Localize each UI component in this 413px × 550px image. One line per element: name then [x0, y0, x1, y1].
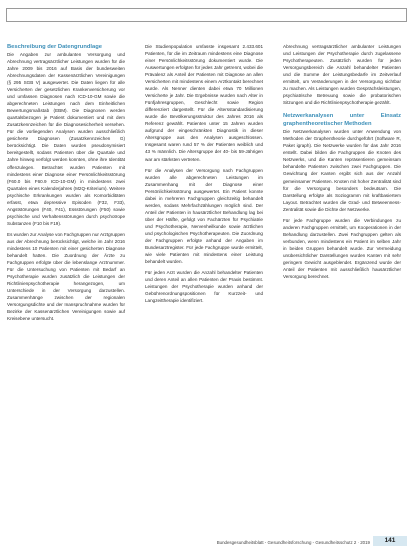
section-heading-data-basis: Beschreibung der Datengrundlage	[7, 44, 103, 50]
paragraph: Abrechnung vertragsärztlicher ambulanter Leistungen und Leistungen der Psychotherapie durch zugelassene Psychotherapeuten. Zusätzlich wurden für jeden Versorgungsbereich die Anzahl behandelter Patienten und die Summe der Leistungsbedarfe im Zeitverlauf ermittelt, um Veränderungen in der Versorgung sichtbar zu machen. Als Leistungen wurden Gesprächsleistungen, psychiatrische Betreuung sowie die probatorischen Sitzungen und die Richtlinienpsychotherapie gezählt.	[283, 44, 401, 106]
paragraph: Es wurden zur Analyse von Fachgruppen nur Arztgruppen aus der Abrechnung berücksichtigt, welche im Jahr 2016 mindestens 10 Patienten mit einer gesicherten Diagnose behandelt hatten. Die Zuordnung der Ärzte zu Fachgruppen erfolgte über die lebenslange Arztnummer. Für die Untersuchung von Patienten mit Bedarf an Psychotherapie wurden zusätzlich die Leistungen der Richtlinienpsychotherapie herangezogen, um Unterschiede in der Versorgung darzustellen. Zusammenhänge zwischen der regionalen Versorgungsdichte und der Inanspruchnahme wurden für Bezirke der Kassenärztlichen Vereinigungen sowie auf Kreisebene untersucht.	[7, 231, 125, 322]
paragraph: Die Angaben zur ambulanten Versorgung und Abrechnung vertragsärztlicher Leistungen wurden für die Jahre 2009 bis 2016 auf Basis der bundesweiten Abrechnungsdaten der Kassenärztlichen Vereinigungen (§ 295 SGB V) ausgewertet. Die Daten liegen für alle Versicherten der gesetzlichen Krankenversicherung vor und umfassen Diagnosen nach ICD-10-GM sowie die abgerechneten Leistungen nach dem Einheitlichen Bewertungsmaßstab (EBM). Die Diagnosen werden quartalsbezogen je Patient dokumentiert und mit dem Zusatzkennzeichen für die Diagnosesicherheit versehen. Für die vorliegenden Analysen wurden ausschließlich gesicherte Diagnosen (Zusatzkennzeichen G) berücksichtigt. Die Daten wurden pseudonymisiert bereitgestellt, sodass Patienten über die Quartale und Jahre hinweg verfolgt werden konnten, ohne ihre Identität offenzulegen. Betrachtet wurden Patienten mit mindestens einer Diagnose einer Persönlichkeitsstörung (F60.0 bis F60.9 ICD-10-GM) in mindestens zwei Quartalen eines Kalenderjahres (M2Q-Kriterium). Weitere psychische Erkrankungen wurden als Komorbiditäten erfasst, etwa depressive Episoden (F32, F33), Angststörungen (F40, F41), Essstörungen (F50) sowie psychische und Verhaltensstörungen durch psychotrope Substanzen (F10 bis F19).	[7, 52, 125, 226]
paragraph: Die Studienpopulation umfasste insgesamt 2.433.601 Patienten, für die im Zeitraum mindestens eine Diagnose einer Persönlichkeitsstörung dokumentiert wurde. Die Auswertungen erfolgten für jedes Jahr getrennt, wobei die Prävalenz als Anteil der Patienten mit Diagnose an allen Versicherten mit mindestens einem Arztkontakt berechnet wurde. Als Nenner dienten dabei etwa 70 Millionen Versicherte je Jahr. Die Ergebnisse wurden nach Alter in Fünfjahresgruppen, Geschlecht sowie Region differenziert dargestellt. Für die Altersstandardisierung wurde die Bevölkerungsstruktur des Jahres 2016 als Referenz gewählt. Patienten unter 15 Jahren wurden aufgrund der eingeschränkten Diagnostik in dieser Altersgruppe aus den Analysen ausgeschlossen. Insgesamt waren rund 57 % der Patienten weiblich und 43 % männlich. Die Altersgruppe der 40- bis 59-Jährigen war am stärksten vertreten.	[145, 44, 263, 162]
column-left	[7, 43, 125, 322]
header-frame	[6, 8, 407, 22]
column-right	[283, 43, 401, 280]
paragraph: Für jeden Arzt wurden die Anzahl behandelter Patienten und deren Anteil an allen Patienten der Praxis bestimmt. Leistungen der Psychotherapie wurden anhand der Gebührenordnungspositionen für Kurzzeit- und Langzeittherapie identifiziert.	[145, 269, 263, 304]
column-middle	[145, 43, 263, 304]
paragraph: Für jede Fachgruppe wurden die Verbindungen zu anderen Fachgruppen ermittelt, um Kooperationen in der Behandlung darzustellen. Zwei Fachgruppen gelten als verbunden, wenn mindestens ein Patient im selben Jahr in beiden Gruppen behandelt wurde. Zur Vermeidung unübersichtlicher Darstellungen wurden Kanten mit sehr geringem Gewicht ausgeblendet. Ergänzend wurde der Anteil der Patienten mit ausschließlich hausärztlicher Versorgung berechnet.	[283, 217, 401, 279]
paragraph: Für die Analysen der Versorgung nach Fachgruppen wurden alle abgerechneten Leistungen im Zusammenhang mit der Diagnose einer Persönlichkeitsstörung ausgewertet. Ein Patient konnte dabei in mehreren Fachgruppen gleichzeitig behandelt werden, sodass Mehrfachzählungen möglich sind. Der Anteil der Patienten in hausärztlicher Behandlung lag bei über der Hälfte, gefolgt von Fachärzten für Psychiatrie und Psychotherapie, Nervenheilkunde sowie ärztlichen und psychologischen Psychotherapeuten. Die Zuordnung der Fachgruppen erfolgte anhand der Angaben im Bundesarztregister. Für jede Fachgruppe wurde ermittelt, wie viele Patienten mit mindestens einer Leistung behandelt wurden.	[145, 167, 263, 264]
journal-footer: Bundesgesundheitsblatt - Gesundheitsforschung - Gesundheitsschutz 2 · 2019	[216, 540, 370, 545]
section-heading-network-analyses: Netzwerkanalysen unter Einsatz graphentheoretischer Methoden	[283, 113, 401, 128]
paragraph: Die Netzwerkanalysen wurden unter Anwendung von Methoden der Graphentheorie durchgeführt (Software R, Paket igraph). Die Netzwerke wurden für das Jahr 2016 erstellt. Dabei bilden die Fachgruppen die Knoten des Netzwerks, und die Kanten repräsentieren gemeinsam behandelte Patienten zwischen zwei Fachgruppen. Die Gewichtung der Kanten ergibt sich aus der Anzahl gemeinsamer Patienten. Knoten mit hoher Zentralität sind für die Versorgung besonders bedeutsam. Die Darstellung erfolgte als Soziogramm mit kraftbasiertem Layout. Betrachtet wurden die Grad- und Betweenness-Zentralität sowie die Dichte der Netzwerke.	[283, 129, 401, 212]
page-number: 141	[373, 536, 407, 546]
